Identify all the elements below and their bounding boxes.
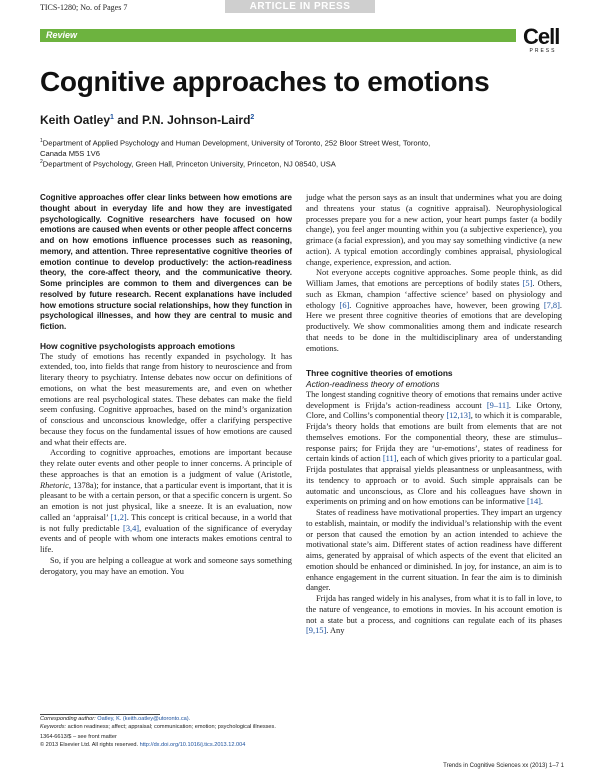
logo-main-text: Cell bbox=[523, 24, 560, 49]
left-column bbox=[40, 193, 292, 577]
footnotes bbox=[40, 716, 292, 749]
citation-link[interactable]: [1,2] bbox=[110, 512, 127, 522]
affiliation-2 bbox=[40, 157, 560, 170]
left-paragraph-3: So, if you are helping a colleague at work and someone says something derogatory, you may have an emotion. You bbox=[40, 555, 292, 576]
article-in-press-banner: ARTICLE IN PRESS bbox=[225, 0, 375, 13]
author-1: Keith Oatley bbox=[40, 113, 111, 127]
corresponding-author: Corresponding author: Oatley, K. (keith.oatley@utoronto.ca). bbox=[40, 716, 191, 722]
author-1-affil-mark[interactable]: 1 bbox=[110, 114, 114, 121]
subheading-action-readiness: Action-readiness theory of emotions bbox=[306, 379, 440, 389]
page-footer: Trends in Cognitive Sciences xx (2013) 1–7 1 bbox=[443, 763, 564, 769]
heading-three-theories: Three cognitive theories of emotions bbox=[306, 368, 453, 379]
abstract: Cognitive approaches offer clear links between how emotions are thought about in everyday life and how they are investigated psychologically. Cognitive researchers have focused on how emotions are caused when events or other people affect concerns and on how emotions influence processes such as reasoning, memory, and attention. Three representative cognitive theories of emotion continue to develop productively: the action-readiness theory, the core-affect theory, and the communicative theory. Some principles are common to them and divergences can be resolved by future research. Recent explanations have included how emotions structure social relationships, how they function in psychological illnesses, and how they are central to music and fiction. bbox=[40, 193, 292, 331]
affil-2-mark: 2 bbox=[40, 159, 43, 165]
copyright-line: © 2013 Elsevier Ltd. All rights reserved. http://dx.doi.org/10.1016/j.tics.2013.12.004 bbox=[40, 741, 246, 748]
citation-link[interactable]: [14] bbox=[526, 497, 541, 507]
affil-2-line1: Department of Psychology, Green Hall, Princeton University, Princeton, NJ 08540, USA bbox=[42, 159, 336, 169]
left-paragraph-2: According to cognitive approaches, emotions are important because they relate outer events and other people to inner concerns. A principle of these approaches is that an emotion is a judgment of value (Aristotle, Rhetoric, 1378a); for instance, that a particular event is important, that it is pleasant to be with a certain person, or that a specific concern is urgent. So an emotion is not just physical, like a sneeze. It is an evaluation, now called an ‘appraisal’ [1,2]. This concept is critical because, in a world that is not fully predictable [3,4], evaluation of the significance of everyday events and of people with whom one interacts makes emotions central to life. bbox=[40, 448, 293, 554]
right-paragraph-5: Frijda has ranged widely in his analyses, from what it is to fall in love, to the nature of vengeance, to emotions in movies. In his account emotion is not a state but a process, and cognitions can regulate each of its phases [9,15]. Any bbox=[306, 594, 562, 636]
issn-line: 1364-6613/$ – see front matter bbox=[40, 734, 117, 740]
citation-link[interactable]: [6] bbox=[339, 300, 350, 310]
left-paragraph-1: The study of emotions has recently expanded in psychology. It has extended, too, into fields that range from history to neuroscience and from literary theory to psychiatry. Intense debates now occur on definitions of emotions, on what the best measurements are, and even on whether emotions are real psychological states. These debates can make the field seem confusing. Cognitive approaches, based on the mind’s organization of conscious and unconscious knowledge, offer a clarifying perspective because they focus on the fundamental issues of how emotions are caused and what their effects are. bbox=[40, 351, 292, 447]
doi-link[interactable]: http://dx.doi.org/10.1016/j.tics.2013.12.004 bbox=[139, 741, 246, 748]
citation-link[interactable]: [5] bbox=[522, 279, 533, 288]
rhetoric-italic: Rhetoric bbox=[40, 480, 69, 490]
citation-link[interactable]: [9,15] bbox=[306, 626, 327, 636]
keywords: Keywords: action readiness; affect; appraisal; communication; emotion; psychological illnesses. bbox=[40, 723, 276, 730]
logo-sub-text: PRESS bbox=[529, 48, 557, 54]
cell-press-logo bbox=[523, 26, 563, 64]
manuscript-ref: TICS-1280; No. of Pages 7 bbox=[40, 3, 128, 12]
running-header bbox=[0, 0, 600, 15]
author-conjunction: and bbox=[113, 113, 142, 127]
affil-1-mark: 1 bbox=[40, 138, 43, 144]
article-title: Cognitive approaches to emotions bbox=[40, 66, 490, 97]
author-line bbox=[40, 113, 254, 127]
right-paragraph-3: The longest standing cognitive theory of emotions that remains under active development is Frijda’s action-readiness account [9–11]. Like Ortony, Clore, and Collins’s componential theory [12,13], to which it is comparable, Frijda’s theory holds that emotions are built from elements that are not themselves emotions. For the componential theory, these are stimulus–response pairs; for Frijda they are ‘ur-emotions’, states of readiness for certain kinds of action [11], each of which gives priority to a particular goal. Frijda postulates that appraisal yields pleasantness or unpleasantness, with its tendency to approach or to avoid. Such simple appraisals can be automatic and unconscious, as Clore and his colleagues have shown in experiments on priming and on how emotions can be informative [14]. bbox=[306, 389, 562, 507]
right-column bbox=[306, 193, 562, 637]
citation-link[interactable]: [7,8] bbox=[543, 300, 560, 310]
citation-link[interactable]: [3,4] bbox=[123, 523, 140, 533]
footnote-divider bbox=[40, 714, 160, 715]
affil-1-line2: Canada M5S 1V6 bbox=[40, 148, 100, 158]
author-2-affil-mark[interactable]: 2 bbox=[250, 114, 255, 121]
right-paragraph-4: States of readiness have motivational properties. They impart an urgency to establish, maintain, or modify the individual’s relationship with the event or person that caused the emotion by an action intended to achieve the motivational state’s aim. Different states of action readiness have different aims, generated by appraisal of which aspects of the event that elicited an emotion should be enhanced or diminished. In joy, for instance, an aim is to enhance engagement in the current situation. In fear the aim is to diminish danger. bbox=[306, 508, 562, 593]
author-2: P.N. Johnson-Laird bbox=[141, 113, 251, 127]
section-label: Review bbox=[40, 29, 516, 42]
citation-link[interactable]: [12,13] bbox=[446, 411, 471, 421]
citation-link[interactable]: [9–11] bbox=[486, 400, 509, 410]
right-paragraph-1: judge what the person says as an insult that undermines what you are doing and threatens your status (a cognitive appraisal). Neurophysiological processes prepare you for a new action, your heart pumps faster (a bodily change), you feel anger mounting within you (a subjective experience), you grimace (a facial expression), and you may say something vindictive (a new action). A typical emotion accordingly combines appraisal, physiological change, experience, expression, and action. bbox=[306, 193, 562, 267]
right-paragraph-2: Not everyone accepts cognitive approaches. Some people think, as did William James, that emotions are perceptions of bodily states [5]. Others, such as Ekman, champion ‘affective science’ based on physiology and ethology [6]. Cognitive approaches have, however, been growing [7,8]. Here we present three cognitive theories of emotions that are developing productively. We show commonalities among them and indicate research that needs to be done in the multidisciplinary area of understanding emotions. bbox=[306, 268, 563, 353]
heading-how-cognitive-psychologists: How cognitive psychologists approach emotions bbox=[40, 340, 235, 351]
affil-1-line1: Department of Applied Psychology and Human Development, University of Toronto, 252 Bloor Street West, Toronto, bbox=[42, 138, 431, 148]
affiliation-1 bbox=[40, 136, 560, 159]
citation-link[interactable]: [11] bbox=[382, 454, 397, 464]
